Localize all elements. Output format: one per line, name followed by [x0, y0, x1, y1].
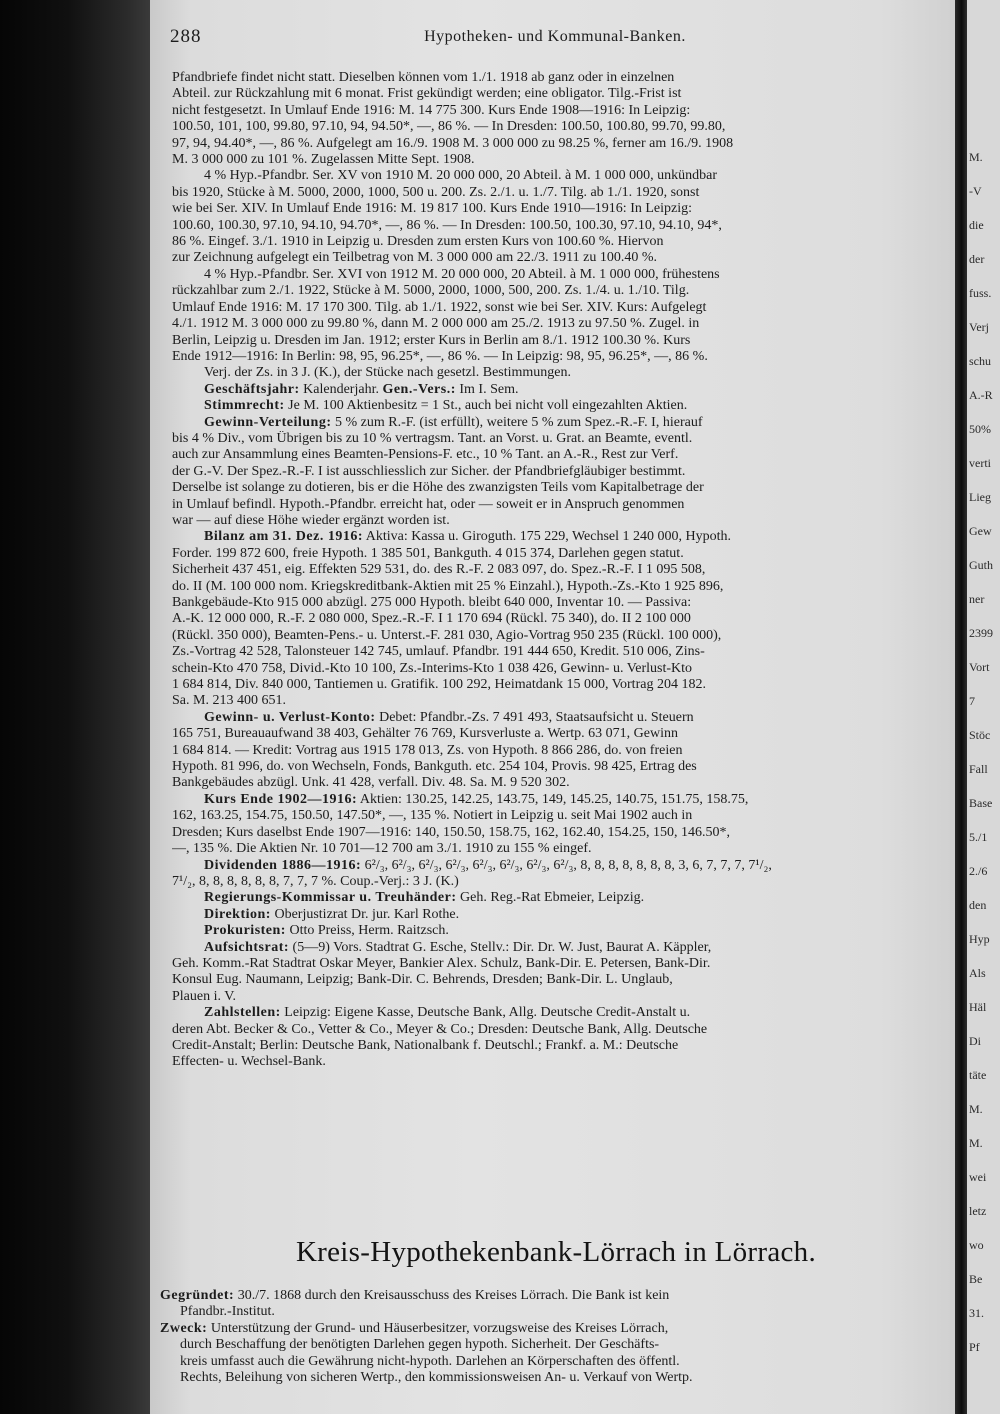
facing-page-fragment: ner	[969, 592, 985, 606]
line-text: Je M. 100 Aktienbesitz = 1 St., auch bei nicht voll eingezahlten Aktien.	[284, 398, 688, 414]
text-line	[172, 579, 962, 595]
field-label: Direktion:	[204, 906, 271, 922]
line-text: A.-K. 12 000 000, R.-F. 2 080 000, Spez.-R.-F. I 1 170 694 (Rückl. 75 340), do. II 2 100 000	[172, 611, 691, 627]
facing-page-fragment: Fall	[969, 762, 988, 776]
line-text: durch Beschaffung der benötigten Darlehen gegen hypoth. Sicherheit. Der Geschäfts-	[180, 1337, 660, 1353]
text-line	[172, 644, 962, 660]
line-text: Otto Preiss, Herm. Raitzsch.	[285, 923, 449, 939]
text-line	[172, 562, 962, 578]
line-text: 100.60, 100.30, 97.10, 94.10, 94.70*, —, 86 %. — In Dresden: 100.50, 100.30, 97.10, 94.10, 94*,	[172, 217, 722, 233]
facing-page-fragment: Di	[969, 1034, 981, 1048]
text-line	[172, 218, 962, 234]
field-label: Geschäftsjahr:	[204, 381, 300, 397]
line-text: der G.-V. Der Spez.-R.-F. I ist ausschliesslich zur Sicher. der Pfandbriefgläubiger bestimmt.	[172, 463, 686, 479]
facing-page-fragment: Pf	[969, 1340, 980, 1354]
entry-body-text	[172, 70, 962, 1071]
text-line	[172, 841, 962, 857]
line-text: Geh. Reg.-Rat Ebmeier, Leipzig.	[456, 890, 645, 906]
line-text: Credit-Anstalt; Berlin: Deutsche Bank, Nationalbank f. Deutschl.; Frankf. a. M.: Deutsche	[172, 1037, 679, 1053]
facing-page-fragment: -V	[969, 184, 982, 198]
field-label: Gen.-Vers.:	[382, 381, 456, 397]
line-text: 162, 163.25, 154.75, 150.50, 147.50*, —, 135 %. Notiert in Leipzig u. seit Mai 1902 auch in	[172, 808, 693, 824]
field-label: Prokuristen:	[204, 923, 286, 939]
text-line	[172, 628, 962, 644]
facing-page-fragment: schu	[969, 354, 991, 368]
facing-page-fragment: die	[969, 218, 984, 232]
line-text: nicht festgesetzt. In Umlauf Ende 1916: M. 14 775 300. Kurs Ende 1908—1916: In Leipzig:	[172, 102, 691, 118]
text-line	[172, 103, 962, 119]
text-line	[172, 316, 962, 332]
text-line	[172, 234, 962, 250]
text-line	[172, 300, 962, 316]
text-line	[172, 382, 962, 398]
facing-page-fragment: Vort	[969, 660, 990, 674]
field-label: Zahlstellen:	[204, 1005, 281, 1021]
text-line	[172, 398, 962, 414]
text-line	[172, 989, 962, 1005]
line-text: M. 3 000 000 zu 101 %. Zugelassen Mitte Sept. 1908.	[172, 152, 475, 168]
text-line	[172, 185, 962, 201]
text-line	[172, 497, 962, 513]
facing-page-fragment: M.	[969, 1136, 983, 1150]
line-text: deren Abt. Becker & Co., Vetter & Co., Meyer & Co.; Dresden: Deutsche Bank, Allg. Deutsche	[172, 1021, 708, 1037]
facing-page-fragment: 50%	[969, 422, 991, 436]
text-line	[172, 283, 962, 299]
line-text: kreis umfasst auch die Gewährung nicht-hypoth. Darlehen an Körperschaften des öffentl.	[180, 1353, 680, 1369]
line-text: in Umlauf befindl. Hypoth.-Pfandbr. erreicht hat, oder — soweit er in Anspruch genommen	[172, 496, 685, 512]
facing-page-fragment: der	[969, 252, 985, 266]
text-line	[172, 529, 962, 545]
line-text: Pfandbr.-Institut.	[180, 1304, 275, 1320]
text-line	[172, 267, 962, 283]
line-text: Geh. Komm.-Rat Stadtrat Oskar Meyer, Bankier Alex. Schulz, Bank-Dir. E. Petersen, Bank-Dir.	[172, 955, 711, 971]
facing-page-fragment: 31.	[969, 1306, 984, 1320]
line-text: Berlin, Leipzig u. Dresden im Jan. 1912; erster Kurs in Berlin am 8./1. 1912 100.30 %. Kurs	[172, 332, 691, 348]
line-text: schein-Kto 470 758, Divid.-Kto 10 100, Zs.-Interims-Kto 1 038 426, Gewinn- u. Verlust-Kto	[172, 660, 693, 676]
text-line	[172, 152, 962, 168]
running-head: Hypotheken- und Kommunal-Banken.	[424, 28, 686, 45]
line-text: 4 % Hyp.-Pfandbr. Ser. XV von 1910 M. 20 000 000, 20 Abteil. à M. 1 000 000, unkündbar	[204, 168, 718, 184]
line-text: Rechts, Beleihung von sicheren Wertp., den kommissionsweisen An- u. Verkauf von Wertp.	[180, 1370, 693, 1386]
line-text: Dresden; Kurs daselbst Ende 1907—1916: 140, 150.50, 158.75, 162, 162.40, 154.25, 150, 146.50*,	[172, 824, 731, 840]
page-header	[170, 26, 940, 56]
facing-page-fragment: Gew	[969, 524, 992, 538]
text-line	[172, 743, 962, 759]
line-text: 7¹/₂, 8, 8, 8, 8, 8, 8, 7, 7, 7 %. Coup.-Verj.: 3 J. (K.)	[172, 873, 459, 889]
facing-page-fragment: Hyp	[969, 932, 990, 946]
text-line	[172, 907, 962, 923]
facing-page-fragment: 5./1	[969, 830, 988, 844]
field-label: Kurs Ende 1902—1916:	[204, 791, 358, 807]
text-line	[172, 136, 962, 152]
field-label: Stimmrecht:	[204, 398, 285, 414]
facing-page-fragment: letz	[969, 1204, 987, 1218]
text-line	[160, 1288, 960, 1304]
text-line	[172, 168, 962, 184]
text-line	[172, 447, 962, 463]
text-line	[172, 775, 962, 791]
text-line	[172, 1038, 962, 1054]
line-text: 5 % zum R.-F. (ist erfüllt), weitere 5 % zum Spez.-R.-F. I, hierauf	[331, 414, 703, 430]
text-line	[172, 480, 962, 496]
text-line	[160, 1321, 960, 1337]
text-line	[172, 726, 962, 742]
facing-page-fragment: Als	[969, 966, 986, 980]
line-text: Sa. M. 213 400 651.	[172, 693, 286, 709]
text-line	[172, 890, 962, 906]
text-line	[172, 611, 962, 627]
text-line	[172, 759, 962, 775]
field-label: Zweck:	[160, 1320, 208, 1336]
line-text: 4 % Hyp.-Pfandbr. Ser. XVI von 1912 M. 20 000 000, 20 Abteil. à M. 1 000 000, frühestens	[204, 266, 720, 282]
text-line	[172, 349, 962, 365]
text-line	[160, 1304, 960, 1320]
text-line	[172, 956, 962, 972]
field-label: Bilanz am 31. Dez. 1916:	[204, 529, 363, 545]
line-text: Aktien: 130.25, 142.25, 143.75, 149, 145.25, 140.75, 151.75, 158.75,	[357, 791, 749, 807]
text-line	[172, 201, 962, 217]
line-text: Unterstützung der Grund- und Häuserbesitzer, vorzugsweise des Kreises Lörrach,	[207, 1320, 669, 1336]
section-body-text	[160, 1288, 960, 1386]
text-line	[172, 858, 962, 874]
line-text: 30./7. 1868 durch den Kreisausschuss des Kreises Lörrach. Die Bank ist kein	[234, 1288, 670, 1303]
text-line	[172, 923, 962, 939]
facing-page-fragment: fuss.	[969, 286, 992, 300]
line-text: Debet: Pfandbr.-Zs. 7 491 493, Staatsaufsicht u. Steuern	[375, 709, 694, 725]
line-text: 1 684 814. — Kredit: Vortrag aus 1915 178 013, Zs. von Hypoth. 8 866 286, do. von freien	[172, 742, 683, 758]
text-line	[172, 677, 962, 693]
line-text: Abteil. zur Rückzahlung mit 6 monat. Frist gekündigt werden; eine obligator. Tilg.-Frist ist	[172, 86, 682, 102]
text-line	[172, 1005, 962, 1021]
text-line	[172, 464, 962, 480]
line-text: 97, 94, 94.40*, —, 86 %. Aufgelegt am 16./9. 1908 M. 3 000 000 zu 98.25 %, ferner am 16./9. 1908	[172, 135, 734, 151]
line-text: Bankgebäude-Kto 915 000 abzügl. 275 000 Hypoth. bleibt 640 000, Inventar 10. — Passiva:	[172, 595, 692, 610]
line-text: (Rückl. 350 000), Beamten-Pens.- u. Unterst.-F. 281 030, Agio-Vortrag 950 235 (Rückl. 100 000),	[172, 627, 722, 643]
text-line	[172, 546, 962, 562]
section-title: Kreis-Hypothekenbank-Lörrach in Lörrach.	[295, 1236, 817, 1268]
text-line	[160, 1337, 960, 1353]
field-label: Gewinn- u. Verlust-Konto:	[204, 709, 376, 725]
line-text: Derselbe ist solange zu dotieren, bis er die Höhe des zwanzigsten Teils vom Kapitalbetrage der	[172, 480, 704, 496]
field-label: Gegründet:	[160, 1288, 235, 1303]
facing-page-fragment: Stöc	[969, 728, 991, 742]
text-line	[172, 333, 962, 349]
line-text: Umlauf Ende 1916: M. 17 170 300. Tilg. ab 1./1. 1922, sonst wie bei Ser. XIV. Kurs: Aufgelegt	[172, 299, 707, 315]
facing-page-fragment: 7	[969, 694, 975, 708]
facing-page-fragment: Be	[969, 1272, 983, 1286]
text-line	[172, 972, 962, 988]
line-text: Kalenderjahr.	[299, 381, 383, 397]
line-text: bis 1920, Stücke à M. 5000, 2000, 1000, 500 u. 200. Zs. 2./1. u. 1./7. Tilg. ab 1./1. 1920, sonst	[172, 184, 700, 200]
line-text: war — auf diese Höhe wieder ergänzt worden ist.	[172, 512, 450, 528]
line-text: Konsul Eug. Naumann, Leipzig; Bank-Dir. C. Behrends, Dresden; Bank-Dir. L. Unglaub,	[172, 972, 673, 988]
book-gutter	[955, 0, 967, 1414]
line-text: zur Zeichnung aufgelegt ein Teilbetrag von M. 3 000 000 am 22./3. 1911 zu 100.40 %.	[172, 250, 658, 266]
text-line	[172, 1054, 962, 1070]
facing-page-fragment: wo	[969, 1238, 984, 1252]
facing-page-fragment: verti	[969, 456, 991, 470]
line-text: Ende 1912—1916: In Berlin: 98, 95, 96.25*, —, 86 %. — In Leipzig: 98, 95, 96.25*, —, 86 %.	[172, 348, 708, 364]
line-text: 86 %. Eingef. 3./1. 1910 in Leipzig u. Dresden zum ersten Kurs von 100.60 %. Hiervon	[172, 234, 664, 250]
line-text: bis 4 % Div., vom Übrigen bis zu 10 % vertragsm. Tant. an Vorst. u. Grat. an Beamte, eventl.	[172, 430, 693, 446]
line-text: auch zur Ansammlung eines Beamten-Pensions-F. etc., 10 % Tant. an A.-R., Rest zur Verf.	[172, 447, 679, 463]
line-text: Forder. 199 872 600, freie Hypoth. 1 385 501, Bankguth. 4 015 374, Darlehen gegen statut.	[172, 545, 684, 561]
facing-page-fragment: Guth	[969, 558, 993, 572]
book-page	[150, 0, 962, 1414]
line-text: 4./1. 1912 M. 3 000 000 zu 99.80 %, dann M. 2 000 000 am 25./2. 1913 zu 97.50 %. Zugel. in	[172, 316, 700, 332]
line-text: rückzahlbar zum 2./1. 1922, Stücke à M. 5000, 2000, 1000, 500, 200. Zs. 1./4. u. 1./10. Tilg.	[172, 283, 690, 299]
facing-page-fragment: 2./6	[969, 864, 988, 878]
text-line	[172, 710, 962, 726]
text-line	[172, 70, 962, 86]
field-label: Dividenden 1886—1916:	[204, 857, 362, 873]
line-text: Effecten- u. Wechsel-Bank.	[172, 1054, 326, 1070]
text-line	[172, 940, 962, 956]
text-line	[172, 86, 962, 102]
line-text: Oberjustizrat Dr. jur. Karl Rothe.	[270, 906, 460, 922]
line-text: Sicherheit 437 451, eig. Effekten 529 531, do. des R.-F. 2 083 097, do. Spez.-R.-F. I 1 095 508,	[172, 562, 706, 578]
text-line	[172, 693, 962, 709]
text-line	[172, 825, 962, 841]
text-line	[172, 119, 962, 135]
line-text: (5—9) Vors. Stadtrat G. Esche, Stellv.: Dir. Dr. W. Just, Baurat A. Käppler,	[289, 939, 712, 955]
line-text: —, 135 %. Die Aktien Nr. 10 701—12 700 am 3./1. 1910 zu 155 % eingef.	[172, 841, 592, 857]
field-label: Regierungs-Kommissar u. Treuhänder:	[204, 890, 457, 906]
page-number: 288	[170, 26, 202, 47]
field-label: Aufsichtsrat:	[204, 939, 290, 955]
line-text: Verj. der Zs. in 3 J. (K.), der Stücke nach gesetzl. Bestimmungen.	[204, 365, 572, 381]
line-text: 100.50, 101, 100, 99.80, 97.10, 94, 94.50*, —, 86 %. — In Dresden: 100.50, 100.80, 99.70, 99.80,	[172, 119, 726, 135]
line-text: 6²/₃, 6²/₃, 6²/₃, 6²/₃, 6²/₃, 6²/₃, 6²/₃, 6²/₃, 8, 8, 8, 8, 8, 8, 8, 3, 6, 7, 7, 7, 7¹/₂,	[361, 857, 772, 873]
text-line	[172, 250, 962, 266]
text-line	[172, 808, 962, 824]
line-text: 1 684 814, Div. 840 000, Tantiemen u. Gratifik. 100 292, Heimatdank 15 000, Vortrag 204 182.	[172, 677, 706, 693]
text-line	[172, 415, 962, 431]
line-text: do. II (M. 100 000 nom. Kriegskreditbank-Aktien mit 25 % Einzahl.), Hypoth.-Zs.-Kto 1 925 896,	[172, 578, 724, 594]
facing-page-fragment: Häl	[969, 1000, 987, 1014]
text-line	[172, 1022, 962, 1038]
facing-page-fragment: 2399	[969, 626, 993, 640]
line-text: Zs.-Vortrag 42 528, Talonsteuer 142 745, umlauf. Pfandbr. 191 444 650, Kredit. 510 006, Zins-	[172, 644, 705, 660]
text-line	[172, 365, 962, 381]
facing-page-fragment: Base	[969, 796, 993, 810]
text-line	[172, 792, 962, 808]
text-line	[160, 1354, 960, 1370]
line-text: Leipzig: Eigene Kasse, Deutsche Bank, Allg. Deutsche Credit-Anstalt u.	[280, 1005, 691, 1021]
facing-page-fragment: M.	[969, 150, 983, 164]
book-spine-shadow	[0, 0, 150, 1414]
line-text: Bankgebäudes abzügl. Unk. 41 428, verfall. Div. 48. Sa. M. 9 520 302.	[172, 775, 570, 791]
line-text: wie bei Ser. XIV. In Umlauf Ende 1916: M. 19 817 100. Kurs Ende 1910—1916: In Leipzig:	[172, 201, 693, 217]
facing-page-fragment: M.	[969, 1102, 983, 1116]
line-text: 165 751, Bureauaufwand 38 403, Gehälter 76 769, Kursverluste a. Wertp. 63 071, Gewinn	[172, 726, 679, 742]
text-line	[172, 595, 962, 611]
text-line	[172, 661, 962, 677]
line-text: Plauen i. V.	[172, 988, 237, 1004]
line-text: Aktiva: Kassa u. Giroguth. 175 229, Wechsel 1 240 000, Hypoth.	[362, 529, 732, 545]
line-text: Hypoth. 81 996, do. von Wechseln, Fonds, Bankguth. etc. 254 104, Provis. 98 425, Ertrag des	[172, 759, 697, 775]
text-line	[172, 874, 962, 890]
text-line	[172, 431, 962, 447]
facing-page-fragment: Verj	[969, 320, 989, 334]
facing-page-fragment: A.-R	[969, 388, 993, 402]
facing-page-fragment: täte	[969, 1068, 987, 1082]
field-label: Gewinn-Verteilung:	[204, 414, 332, 430]
facing-page-fragment: Lieg	[969, 490, 991, 504]
facing-page-fragment: wei	[969, 1170, 987, 1184]
text-line	[172, 513, 962, 529]
facing-page-edge	[967, 0, 1000, 1414]
line-text: Pfandbriefe findet nicht statt. Dieselben können vom 1./1. 1918 ab ganz oder in einzelnen	[172, 70, 675, 85]
text-line	[160, 1370, 960, 1386]
line-text: Im I. Sem.	[455, 381, 519, 397]
facing-page-fragment: den	[969, 898, 987, 912]
